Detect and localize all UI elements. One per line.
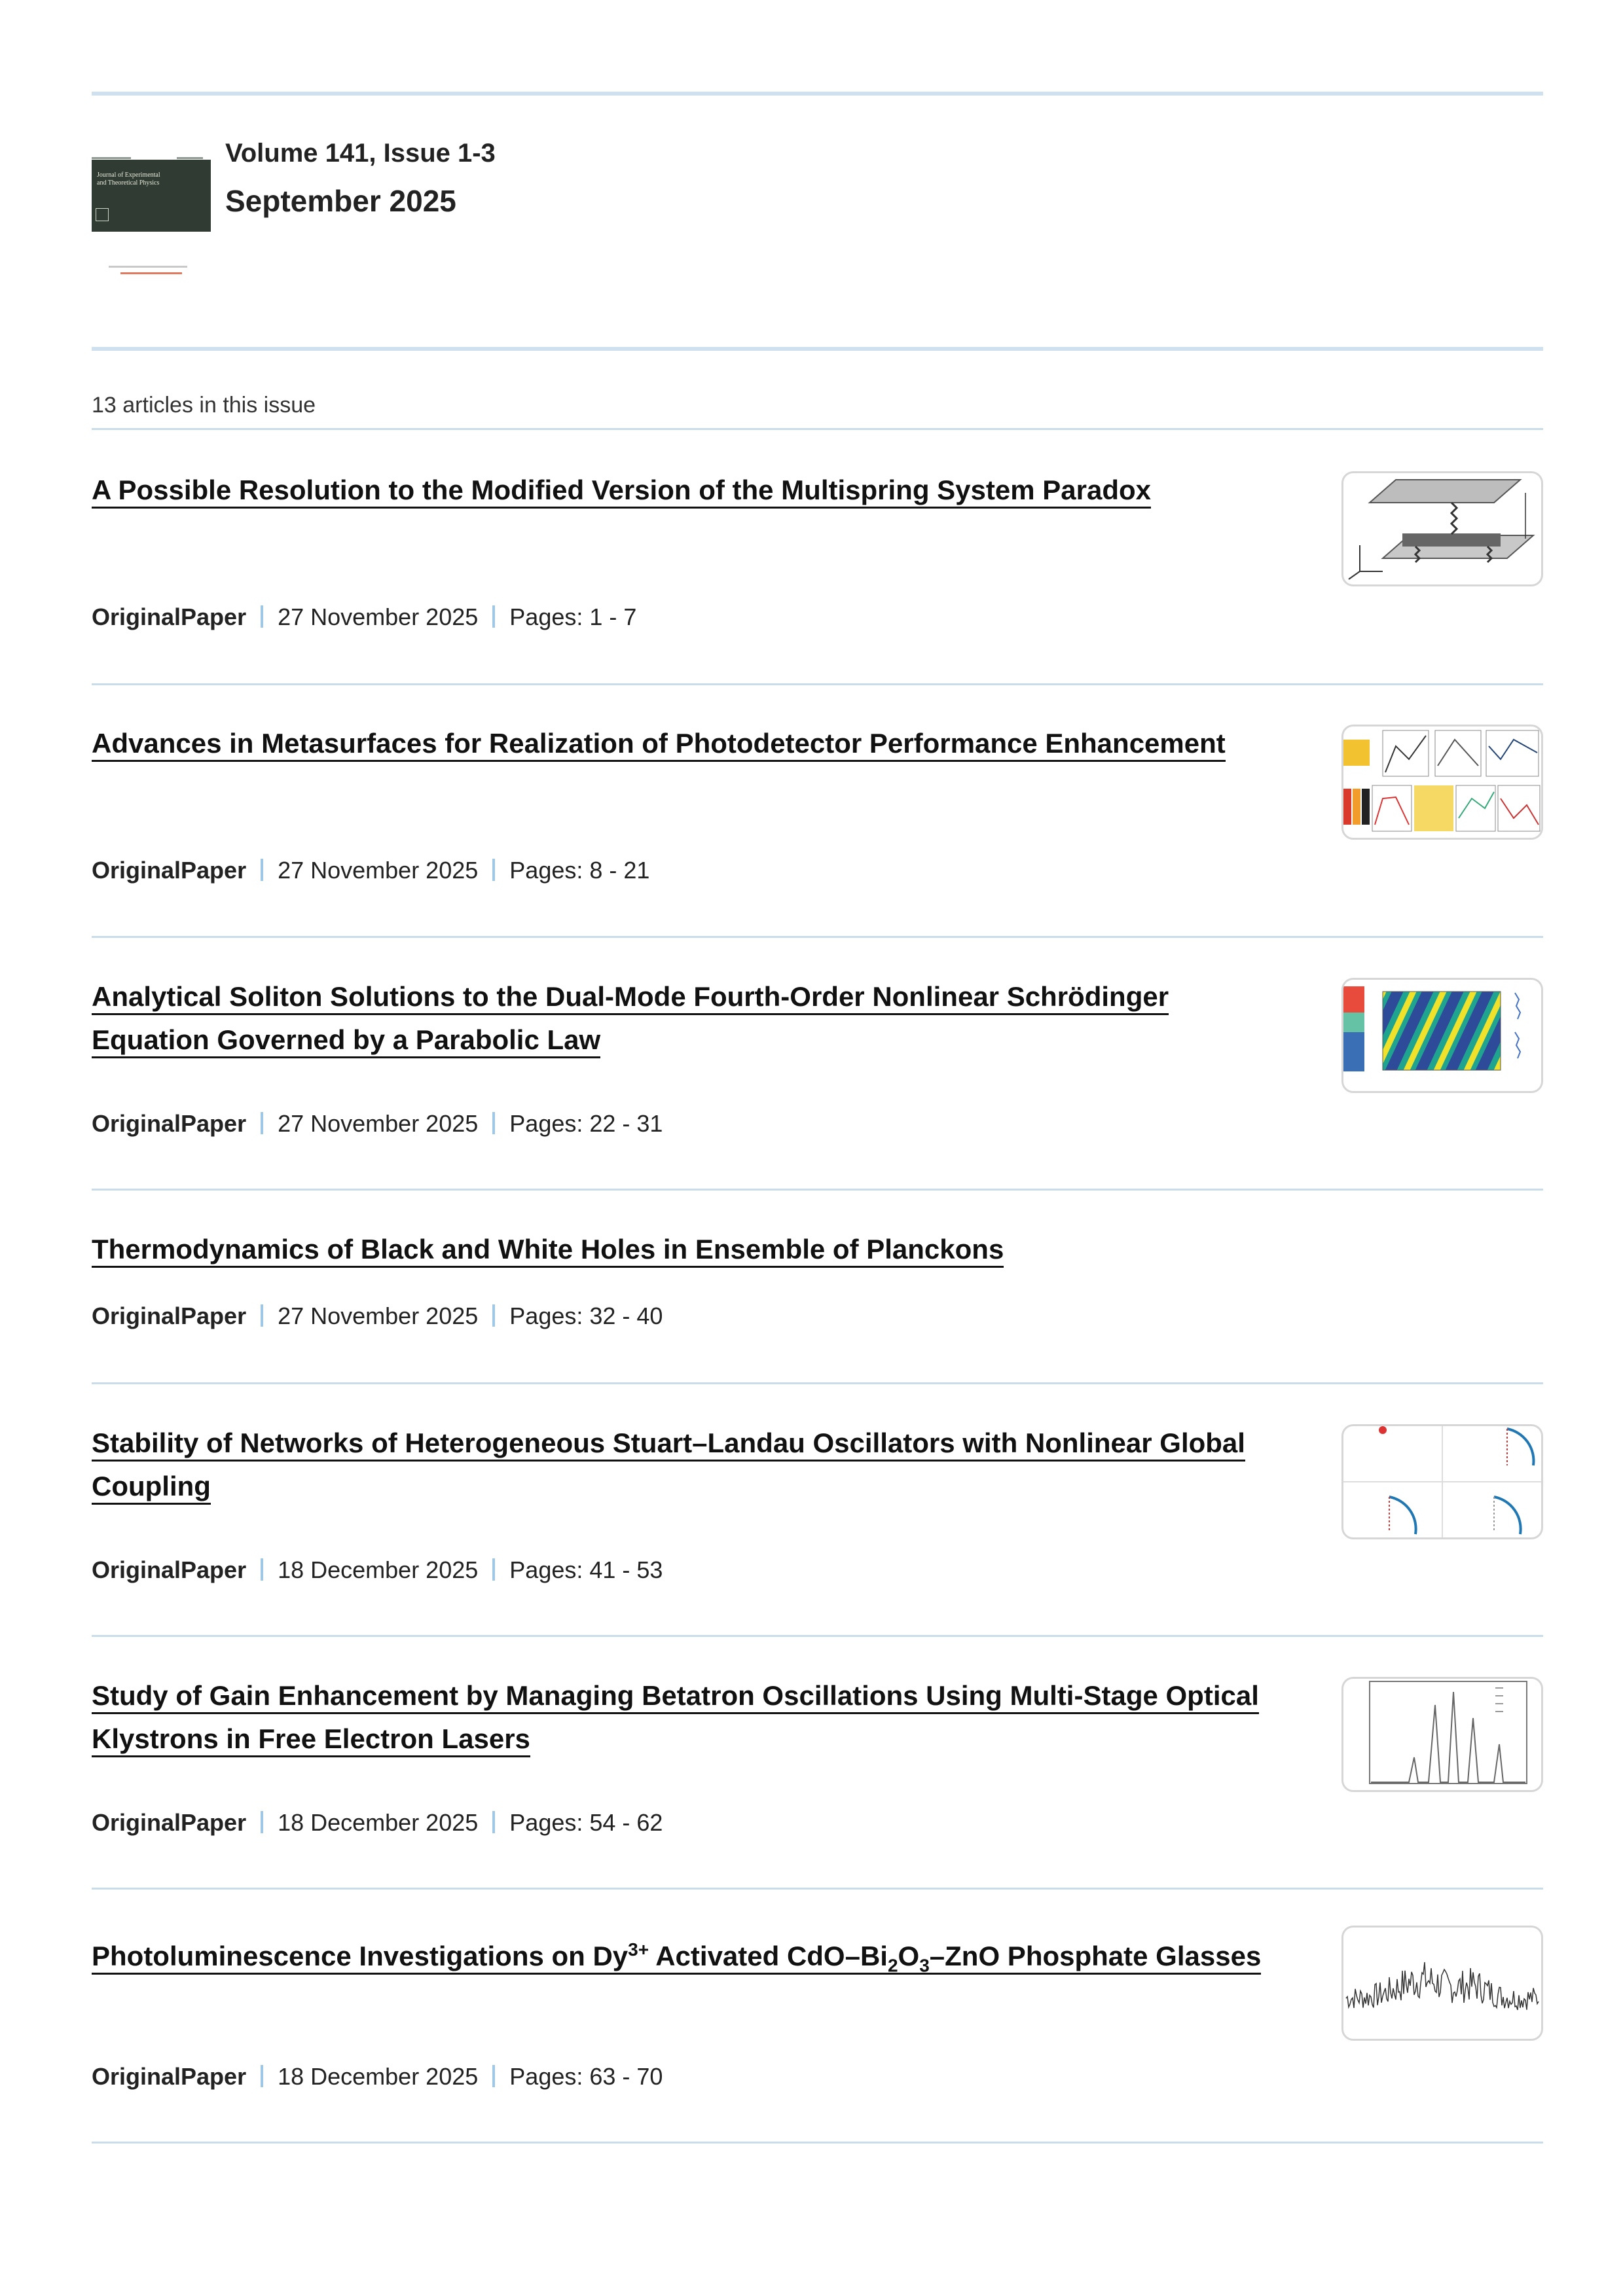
meta-separator bbox=[492, 859, 495, 881]
article-pages: Pages: 22 - 31 bbox=[509, 1110, 663, 1137]
article-meta bbox=[92, 603, 636, 631]
cover-detail bbox=[177, 157, 203, 159]
cover-detail bbox=[92, 157, 131, 159]
article-pages: Pages: 54 - 62 bbox=[509, 1809, 663, 1836]
cover-badge bbox=[96, 208, 109, 221]
article-pages: Pages: 32 - 40 bbox=[509, 1302, 663, 1329]
article-title[interactable]: Study of Gain Enhancement by Managing Betatron Oscillations Using Multi-Stage Optical Klystrons in Free Electron Lasers bbox=[92, 1674, 1290, 1761]
article-title[interactable]: Photoluminescence Investigations on $Dy^{3+}$ Activated CdO–$Bi_2O_3$–ZnO Phosphate Glasses bbox=[92, 1939, 1262, 1976]
bottom-divider bbox=[92, 2142, 1543, 2144]
article-divider bbox=[92, 1888, 1543, 1890]
journal-cover-image[interactable] bbox=[92, 160, 211, 291]
article-type: OriginalPaper bbox=[92, 1809, 247, 1836]
article-type: OriginalPaper bbox=[92, 2063, 247, 2090]
article-title[interactable]: Analytical Soliton Solutions to the Dual-Mode Fourth-Order Nonlinear Schrödinger Equation Governed by a Parabolic Law bbox=[92, 975, 1290, 1062]
article-item bbox=[92, 1928, 1543, 2125]
article-type: OriginalPaper bbox=[92, 857, 247, 884]
cover-publisher-logo bbox=[109, 266, 187, 268]
article-pages: Pages: 63 - 70 bbox=[509, 2063, 663, 2090]
article-type: OriginalPaper bbox=[92, 1302, 247, 1329]
article-pages: Pages: 41 - 53 bbox=[509, 1556, 663, 1583]
metasurface-collage-icon[interactable] bbox=[1341, 725, 1543, 840]
meta-separator bbox=[492, 1811, 495, 1833]
article-title[interactable]: Advances in Metasurfaces for Realization of Photodetector Performance Enhancement bbox=[92, 722, 1290, 765]
article-title[interactable]: Stability of Networks of Heterogeneous Stuart–Landau Oscillators with Nonlinear Global Coupling bbox=[92, 1422, 1290, 1508]
meta-separator bbox=[261, 1558, 263, 1581]
article-meta bbox=[92, 1110, 663, 1138]
article-title[interactable]: A Possible Resolution to the Modified Version of the Multispring System Paradox bbox=[92, 469, 1290, 512]
article-divider bbox=[92, 683, 1543, 685]
article-meta bbox=[92, 857, 649, 884]
article-item bbox=[92, 1422, 1543, 1618]
article-meta bbox=[92, 1302, 663, 1330]
meta-separator bbox=[261, 859, 263, 881]
article-divider bbox=[92, 1382, 1543, 1384]
article-date: 27 November 2025 bbox=[278, 857, 479, 884]
article-item bbox=[92, 722, 1543, 918]
article-meta bbox=[92, 1809, 663, 1837]
article-type: OriginalPaper bbox=[92, 1556, 247, 1583]
issue-date: September 2025 bbox=[225, 184, 456, 218]
meta-separator bbox=[261, 1112, 263, 1134]
meta-separator bbox=[492, 1112, 495, 1134]
article-pages: Pages: 8 - 21 bbox=[509, 857, 650, 884]
intensity-peaks-plot-icon[interactable] bbox=[1341, 1677, 1543, 1792]
meta-separator bbox=[492, 1304, 495, 1327]
article-item bbox=[92, 975, 1543, 1172]
meta-separator bbox=[261, 1304, 263, 1327]
article-date: 18 December 2025 bbox=[278, 1809, 479, 1836]
article-divider bbox=[92, 1189, 1543, 1191]
meta-separator bbox=[261, 2065, 263, 2087]
article-pages: Pages: 1 - 7 bbox=[509, 603, 637, 630]
soliton-heatmap-icon[interactable] bbox=[1341, 978, 1543, 1093]
meta-separator bbox=[492, 1558, 495, 1581]
issue-volume: Volume 141, Issue 1-3 bbox=[225, 139, 496, 168]
noisy-spectrum-plot-icon[interactable] bbox=[1341, 1926, 1543, 2041]
complex-plane-panels-icon[interactable] bbox=[1341, 1424, 1543, 1539]
article-date: 18 December 2025 bbox=[278, 1556, 479, 1583]
meta-separator bbox=[261, 605, 263, 628]
spring-diagram-icon[interactable] bbox=[1341, 471, 1543, 586]
article-date: 18 December 2025 bbox=[278, 2063, 479, 2090]
article-item bbox=[92, 1228, 1543, 1359]
article-divider bbox=[92, 936, 1543, 938]
meta-separator bbox=[492, 2065, 495, 2087]
header-divider bbox=[92, 347, 1543, 351]
cover-journal-title: Journal of Experimental and Theoretical Physics bbox=[97, 171, 160, 187]
article-date: 27 November 2025 bbox=[278, 603, 479, 630]
cover-panel bbox=[92, 160, 211, 232]
article-meta bbox=[92, 1556, 663, 1584]
article-date: 27 November 2025 bbox=[278, 1110, 479, 1137]
article-type: OriginalPaper bbox=[92, 1110, 247, 1137]
meta-separator bbox=[492, 605, 495, 628]
list-top-divider bbox=[92, 428, 1543, 430]
article-date: 27 November 2025 bbox=[278, 1302, 479, 1329]
meta-separator bbox=[261, 1811, 263, 1833]
article-item bbox=[92, 469, 1543, 665]
article-count: 13 articles in this issue bbox=[92, 393, 316, 418]
article-type: OriginalPaper bbox=[92, 603, 247, 630]
top-divider bbox=[92, 92, 1543, 96]
article-item bbox=[92, 1674, 1543, 1871]
cover-distributor-logo bbox=[120, 272, 182, 274]
article-meta bbox=[92, 2063, 663, 2090]
article-title[interactable]: Thermodynamics of Black and White Holes in Ensemble of Planckons bbox=[92, 1228, 1290, 1271]
article-divider bbox=[92, 1635, 1543, 1637]
